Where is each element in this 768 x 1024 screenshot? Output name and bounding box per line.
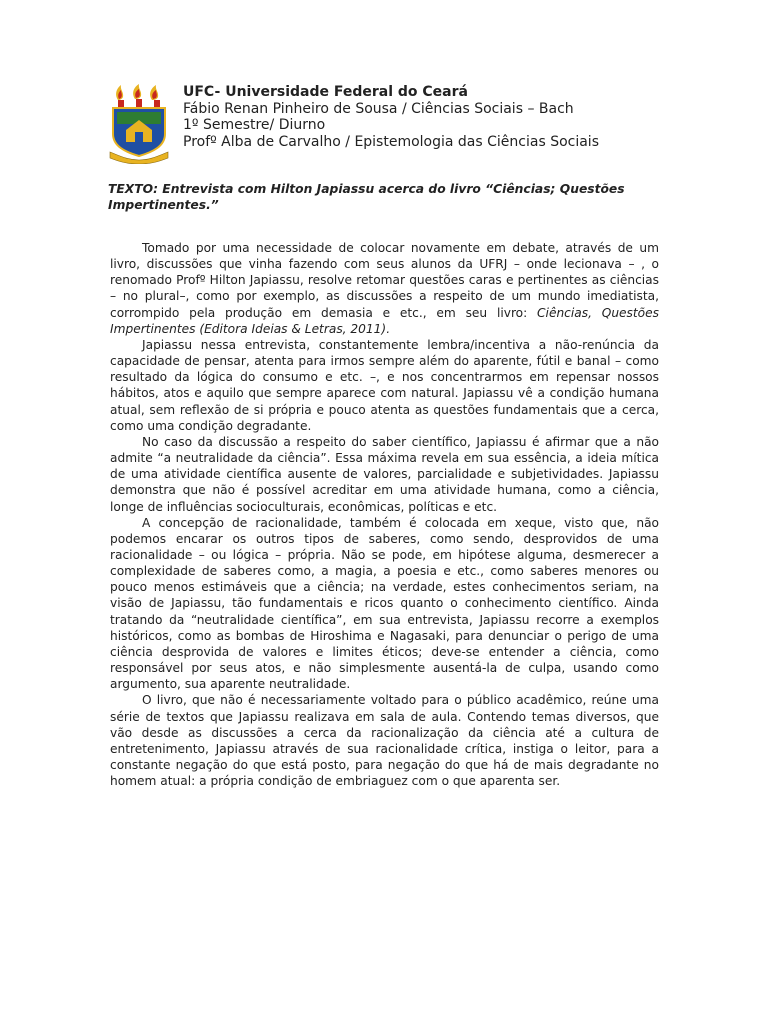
paragraph-2: Japiassu nessa entrevista, constantemente lembra/incentiva a não-renúncia da capacidade de pensar, atenta para irmos sempre além do aparente, fútil e banal – como resultado da lógica do consumo e etc. –, e nos concentrarmos em repensar nossos hábitos, atos e aquilo que sempre aparece com natural. Japiassu vê a condição humana atual, sem reflexão de si própria e pouco atenta as questões fundamentais que a cerca, como uma condição degradante. — [110, 337, 659, 433]
paragraph-4: A concepção de racionalidade, também é colocada em xeque, visto que, não podemos encarar os outros tipos de saberes, como sendo, desprovidos de uma racionalidade – ou lógica – própria. Não se pode, em hipótese alguma, desmerecer a complexidade de saberes como, a magia, a poesia e etc., como saberes menores ou pouco menos estimáveis que a ciência; na verdade, estes conhecimentos seriam, na visão de Japiassu, tão fundamentais e ricos quanto o conhecimento científico. Ainda tratando da “neutralidade científica”, em sua entrevista, Japiassu recorre a exemplos históricos, como as bombas de Hiroshima e Nagasaki, para denunciar o perigo de uma ciência desprovida de valores e limites éticos; deve-se entender a ciência, como responsável por seus atos, e não simplesmente ausentá-la de culpa, usando como argumento, sua aparente neutralidade. — [110, 515, 659, 692]
document-header — [108, 84, 668, 164]
body-text — [110, 240, 659, 789]
paragraph-1-text: Tomado por uma necessidade de colocar novamente em debate, através de um livro, discussões que vinha fazendo com seus alunos da UFRJ – onde lecionava – , o renomado Profº Hilton Japiassu, resolve retomar questões caras e pertinentes as ciências – no plural–, como por exemplo, as discussões a respeito de um mundo imediatista, corrompido pela produção em demasia e etc., em seu livro: — [110, 241, 659, 320]
paragraph-1 — [110, 240, 659, 337]
student-line: Fábio Renan Pinheiro de Sousa / Ciências Sociais – Bach — [183, 100, 574, 117]
professor-line: Profº Alba de Carvalho / Epistemologia das Ciências Sociais — [183, 133, 599, 150]
paragraph-3: No caso da discussão a respeito do saber científico, Japiassu é afirmar que a não admite “a neutralidade da ciência”. Essa máxima revela em sua essência, a ideia mítica de uma atividade científica ausente de valores, parcialidade e subjetividades. Japiassu demonstra que não é possível acreditar em uma atividade humana, como a ciência, longe de influências socioculturais, econômicas, políticas e etc. — [110, 434, 659, 514]
ufc-crest-icon — [108, 84, 170, 164]
header-lines — [183, 84, 599, 150]
institution-name: UFC- Universidade Federal do Ceará — [183, 84, 468, 100]
paragraph-5: O livro, que não é necessariamente voltado para o público acadêmico, reúne uma série de textos que Japiassu realizava em sala de aula. Contendo temas diversos, que vão desde as discussões a cerca da racionalização da ciência até a cultura de entretenimento, Japiassu através de sua racionalidade crítica, instiga o leitor, para a constante negação do que está posto, para negação do que há de mais degradante no homem atual: a própria condição de embriaguez com o que aparenta ser. — [110, 693, 659, 789]
semester-line: 1º Semestre/ Diurno — [183, 117, 326, 133]
text-title: TEXTO: Entrevista com Hilton Japiassu acerca do livro “Ciências; Questões Impertinentes.” — [108, 182, 625, 212]
book-reference: Ciências, Questões Impertinentes (Editora Ideias & Letras, 2011). — [110, 305, 659, 336]
